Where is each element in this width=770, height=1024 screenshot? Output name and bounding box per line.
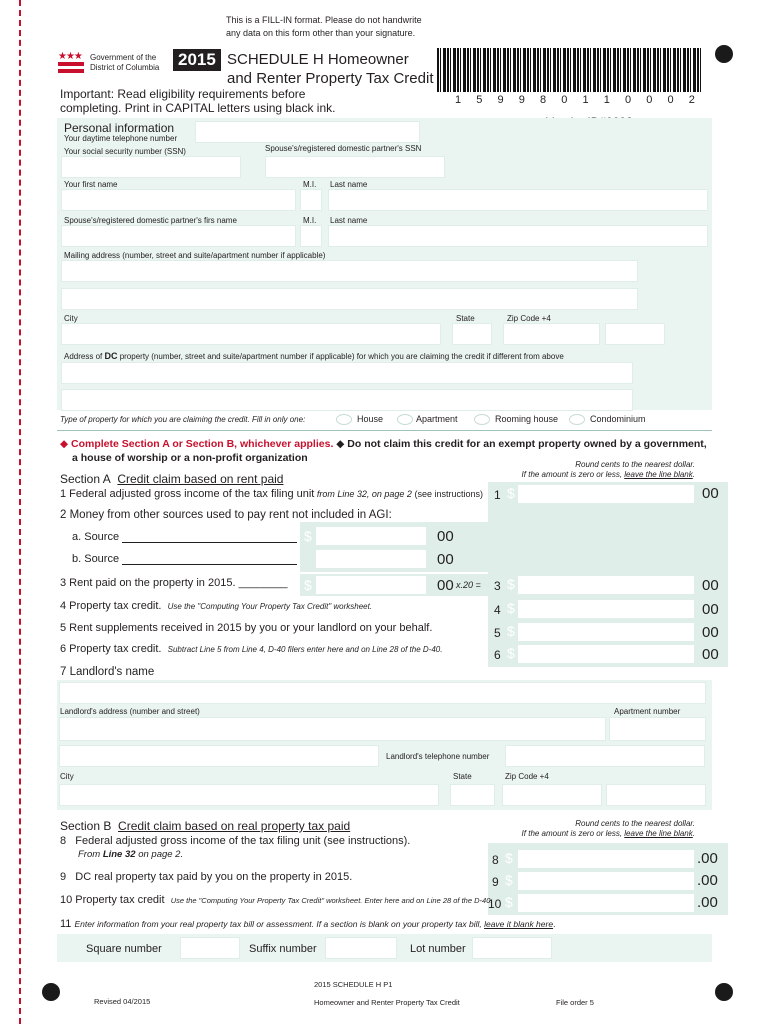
line4-number: 4 (494, 603, 501, 617)
barcode (437, 48, 703, 92)
dc-address-bold: DC (104, 351, 118, 361)
spouse-last-name-label: Last name (330, 216, 368, 225)
instruction-bullet1: Complete Section A or Section B, whichever applies. (71, 438, 334, 450)
city-input[interactable] (61, 323, 441, 345)
barcode-digit: 5 (476, 94, 483, 106)
landlord-zip-label: Zip Code +4 (505, 772, 549, 781)
line8-label: Federal adjusted gross income of the tax filing unit (see instructions). (75, 835, 411, 847)
important-line2: completing. Print in CAPITAL letters using black ink. (60, 101, 336, 115)
zip-input[interactable] (503, 323, 600, 345)
line2-text: 2 Money from other sources used to pay rent not included in AGI: (60, 509, 392, 521)
line9-amount-input[interactable] (517, 871, 695, 891)
line10-text (60, 894, 492, 906)
apartment-number-input[interactable] (609, 717, 706, 741)
spouse-first-name-label: Spouse's/registered domestic partner's firs name (64, 216, 237, 225)
round-line2: If the amount is zero or less, (521, 829, 625, 838)
line3-result-dollar-sign: $ (507, 576, 515, 592)
barcode-digits (455, 94, 695, 106)
footer-revised: Revised 04/2015 (94, 997, 151, 1006)
line1-end: (see instructions) (411, 489, 483, 499)
line3-number: 3 (494, 579, 501, 593)
barcode-digit: 0 (561, 94, 568, 106)
notice-line1: This is a FILL-IN format. Please do not handwrite (226, 15, 422, 25)
footer-form-name: Homeowner and Renter Property Tax Credit (314, 998, 460, 1007)
first-name-label: Your first name (64, 180, 118, 189)
line2a-dollar-sign: $ (304, 528, 312, 544)
line3-blank: ________ (238, 577, 288, 589)
line6-label: 6 Property tax credit. (60, 643, 162, 655)
line6-cents: 00 (702, 646, 719, 663)
line10-label: 10 Property tax credit (60, 894, 165, 906)
line3-rent-cents: 00 (437, 577, 454, 594)
barcode-digit: 0 (625, 94, 632, 106)
line2a-cents: 00 (437, 528, 454, 545)
line8-dollar-sign: $ (505, 850, 513, 866)
landlord-city-label: City (60, 772, 74, 781)
registration-dot (715, 45, 733, 63)
line1-italic: from Line 32, on page 2 (314, 489, 412, 499)
line2a-label: a. Source (72, 531, 120, 543)
ssn-label: Your social security number (SSN) (64, 147, 186, 156)
landlord-phone-label: Landlord's telephone number (386, 752, 490, 761)
square-number-input[interactable] (180, 937, 240, 959)
state-label: State (456, 314, 475, 323)
barcode-digit: 2 (688, 94, 695, 106)
line2a-underline (122, 542, 297, 543)
mailing-address-line2[interactable] (61, 288, 638, 310)
landlord-extra-input[interactable] (59, 745, 379, 767)
landlord-state-label: State (453, 772, 472, 781)
landlord-address-input[interactable] (59, 717, 606, 741)
line4-amount-input[interactable] (517, 599, 695, 619)
city-label: City (64, 314, 78, 323)
footer-page-id: 2015 SCHEDULE H P1 (314, 980, 393, 989)
important-note (60, 87, 335, 115)
line1-cents: 00 (702, 485, 719, 502)
perforation-line (19, 0, 21, 1024)
line3-text (60, 577, 288, 589)
line2a-amount-input[interactable] (315, 526, 427, 546)
last-name-label: Last name (330, 180, 368, 189)
line3-label: 3 Rent paid on the property in 2015. (60, 577, 236, 589)
section-a-heading (60, 472, 283, 486)
notice-line2: any data on this form other than your signature. (226, 28, 416, 38)
section-b-title: Credit claim based on real property tax paid (118, 819, 351, 833)
lot-number-label: Lot number (410, 943, 466, 955)
line3-result-input[interactable] (517, 575, 695, 595)
line5-dollar-sign: $ (507, 623, 515, 639)
line3-result-cents: 00 (702, 577, 719, 594)
first-name-input[interactable] (61, 189, 296, 211)
landlord-zip-input[interactable] (502, 784, 602, 806)
line4-cents: 00 (702, 601, 719, 618)
line11-end: . (553, 919, 556, 929)
line9-number: 9 (492, 875, 499, 889)
mailing-address-label: Mailing address (number, street and suite/apartment number if applicable) (64, 251, 326, 260)
line5-cents: 00 (702, 624, 719, 641)
dc-address-pre: Address of (64, 352, 105, 361)
section-a-label: Section A (60, 472, 111, 486)
apartment-number-label: Apartment number (614, 707, 681, 716)
section-divider (57, 430, 712, 431)
line1-label: 1 Federal adjusted gross income of the tax filing unit (60, 488, 315, 500)
section-b-label: Section B (60, 819, 112, 833)
year-badge: 2015 (173, 49, 221, 71)
line2b-underline (122, 564, 297, 565)
agency-line1: Government of the (90, 53, 157, 62)
form-title (227, 50, 434, 88)
line8-bold: Line 32 (102, 849, 136, 860)
rooming-house-label: Rooming house (495, 414, 559, 424)
line2b-cents: 00 (437, 551, 454, 568)
barcode-digit: 1 (603, 94, 610, 106)
barcode-digit: 1 (582, 94, 589, 106)
line6-number: 6 (494, 648, 501, 662)
line4-note: Use the "Computing Your Property Tax Credit" worksheet. (167, 602, 373, 611)
spouse-mi-input[interactable] (300, 225, 322, 247)
line3-rent-input[interactable] (315, 575, 427, 595)
spouse-last-name-input[interactable] (328, 225, 708, 247)
dc-address-line1[interactable] (61, 362, 633, 384)
last-name-input[interactable] (328, 189, 708, 211)
round-line1: Round cents to the nearest dollar. (575, 819, 695, 828)
radio-apartment[interactable] (397, 414, 413, 425)
round-line1: Round cents to the nearest dollar. (575, 460, 695, 469)
line4-label: 4 Property tax credit. (60, 600, 162, 612)
property-type-prompt: Type of property for which you are claiming the credit. Fill in only one: (60, 415, 306, 424)
line11-note: Enter information from your real property tax bill or assessment. If a section is blank on your property tax bill, (74, 919, 485, 929)
condominium-label: Condominium (590, 414, 646, 424)
line7-text: 7 Landlord's name (60, 666, 155, 678)
suffix-number-label: Suffix number (249, 943, 317, 955)
line9-dollar-sign: $ (505, 872, 513, 888)
ssn-input[interactable] (61, 156, 241, 178)
registration-dot (42, 983, 60, 1001)
line4-text (60, 600, 372, 612)
instruction-bullet2: Do not claim this credit for an exempt property owned by a government, (347, 438, 707, 450)
line8-from: From (78, 849, 103, 860)
square-number-label: Square number (86, 943, 162, 955)
line5-number: 5 (494, 626, 501, 640)
apartment-label: Apartment (416, 414, 458, 424)
barcode-digit: 9 (497, 94, 504, 106)
line6-amount-input[interactable] (517, 644, 695, 664)
barcode-digit: 8 (540, 94, 547, 106)
line9-cents: .00 (697, 872, 718, 889)
line4-dollar-sign: $ (507, 600, 515, 616)
round-line2-end: . (692, 829, 695, 838)
daytime-phone-input[interactable] (195, 121, 420, 143)
house-label: House (357, 414, 384, 424)
line8-amount-input[interactable] (517, 849, 695, 869)
radio-condominium[interactable] (569, 414, 585, 425)
multiplier: x.20 = (456, 580, 481, 590)
line8-cents: .00 (697, 850, 718, 867)
spouse-first-name-input[interactable] (61, 225, 296, 247)
section-a-title: Credit claim based on rent paid (117, 472, 284, 486)
line10-note: Use the "Computing Your Property Tax Credit" worksheet. Enter here and on Line 28 of the D-40. (170, 896, 493, 905)
line8-number: 8 (492, 853, 499, 867)
line6-text (60, 643, 442, 655)
title-line2: and Renter Property Tax Credit (227, 70, 434, 87)
dc-flag-logo: ★★★ (58, 51, 84, 75)
line9-num-left: 9 (60, 871, 67, 883)
mi-input[interactable] (300, 189, 322, 211)
radio-rooming-house[interactable] (474, 414, 490, 425)
daytime-phone-label: Your daytime telephone number (64, 134, 178, 143)
dc-address-line2[interactable] (61, 389, 633, 411)
line10-dollar-sign: $ (505, 894, 513, 910)
line1-text (60, 488, 483, 500)
personal-heading: Personal information (64, 121, 175, 135)
landlord-name-input[interactable] (59, 682, 706, 704)
line5-amount-input[interactable] (517, 622, 695, 642)
landlord-city-input[interactable] (59, 784, 439, 806)
zip-plus4-input[interactable] (605, 323, 665, 345)
line8-num-left: 8 (60, 835, 67, 847)
line5-text: 5 Rent supplements received in 2015 by you or your landlord on your behalf. (60, 622, 433, 634)
line1-dollar-sign: $ (507, 485, 515, 501)
spouse-ssn-input[interactable] (265, 156, 445, 178)
landlord-zip-plus4-input[interactable] (606, 784, 706, 806)
barcode-digit: 0 (667, 94, 674, 106)
dc-address-label (64, 351, 564, 361)
line10-number: 10 (488, 897, 502, 911)
barcode-digit: 9 (518, 94, 525, 106)
registration-dot (715, 983, 733, 1001)
barcode-digit: 0 (646, 94, 653, 106)
line3-dollar-sign: $ (304, 577, 312, 593)
section-a-round-note (500, 460, 695, 480)
important-line1: Important: Read eligibility requirements before (60, 87, 306, 101)
line8-text (60, 834, 410, 862)
barcode-digit: 1 (455, 94, 462, 106)
mailing-address-line1[interactable] (61, 260, 638, 282)
agency-name (90, 53, 159, 73)
round-line2: If the amount is zero or less, (521, 470, 625, 479)
round-line2-underline: leave the line blank (624, 470, 693, 479)
section-b-heading (60, 819, 350, 833)
lot-number-input[interactable] (472, 937, 552, 959)
zip-label: Zip Code +4 (507, 314, 551, 323)
line1-number: 1 (494, 488, 501, 502)
round-line2-end: . (692, 470, 695, 479)
line10-cents: .00 (697, 894, 718, 911)
footer-file-order: File order 5 (556, 998, 594, 1007)
section-b-round-note (500, 819, 695, 839)
line11-text (60, 918, 555, 930)
dc-address-post: property (number, street and suite/apartment number if applicable) for which you are claiming the credit if different from above (117, 352, 564, 361)
bullet-icon: ◆ (60, 438, 69, 450)
line1-amount-input[interactable] (517, 484, 695, 504)
landlord-phone-input[interactable] (505, 745, 705, 767)
line2b-label: b. Source (72, 553, 120, 565)
line8-end: on page 2. (135, 849, 184, 860)
fill-in-notice (226, 14, 422, 40)
line9-text (60, 871, 352, 883)
title-line1: SCHEDULE H Homeowner (227, 51, 409, 68)
state-input[interactable] (452, 323, 492, 345)
line11-label: 11 (60, 918, 72, 930)
bullet-icon: ◆ (336, 438, 345, 450)
line6-note: Subtract Line 5 from Line 4, D-40 filers enter here and on Line 28 of the D-40. (167, 645, 443, 654)
line6-dollar-sign: $ (507, 645, 515, 661)
line9-label: DC real property tax paid by you on the property in 2015. (75, 871, 353, 883)
line2b-amount-input[interactable] (315, 549, 427, 569)
mi-label: M.I. (303, 180, 317, 189)
radio-house[interactable] (336, 414, 352, 425)
round-line2-underline: leave the line blank (624, 829, 693, 838)
spouse-mi-label: M.I. (303, 216, 317, 225)
agency-line2: District of Columbia (90, 63, 160, 72)
spouse-ssn-label: Spouse's/registered domestic partner's SSN (265, 144, 422, 153)
suffix-number-input[interactable] (325, 937, 397, 959)
instruction-bullet2-cont: a house of worship or a non-profit organization (72, 452, 308, 464)
line10-amount-input[interactable] (517, 893, 695, 913)
landlord-state-input[interactable] (450, 784, 495, 806)
line11-underline: leave it blank here (484, 919, 554, 929)
landlord-address-label: Landlord's address (number and street) (60, 707, 200, 716)
